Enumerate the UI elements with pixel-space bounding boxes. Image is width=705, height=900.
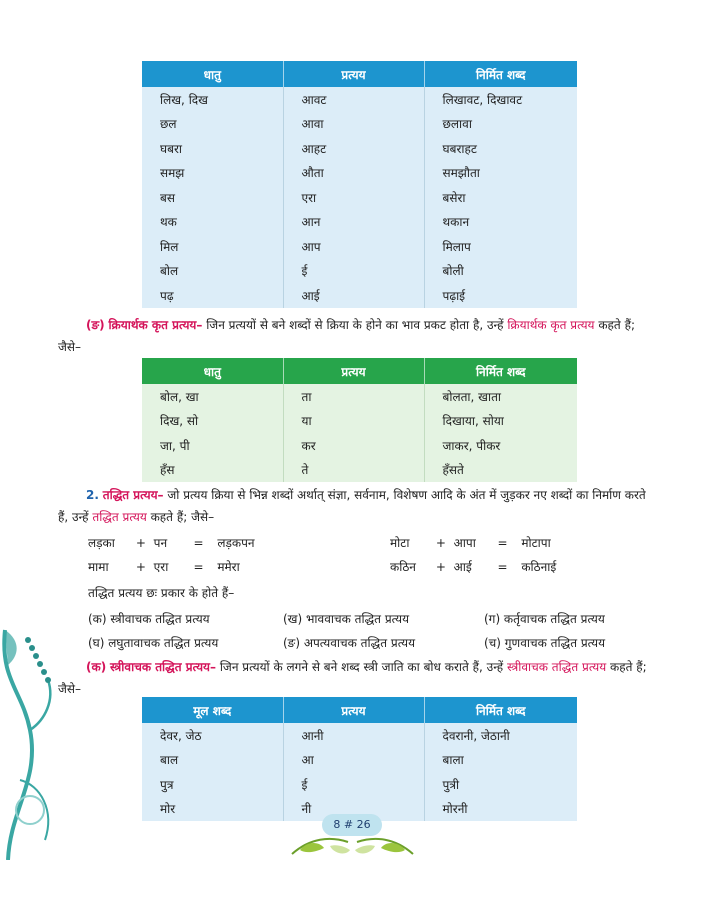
example-suffix: एरा bbox=[153, 560, 169, 574]
cell: बसेरा bbox=[424, 185, 577, 210]
cell: पढ़ाई bbox=[424, 283, 577, 308]
column-header: मूल शब्द bbox=[142, 697, 283, 723]
page-number-badge bbox=[322, 814, 382, 836]
cell: एरा bbox=[283, 185, 424, 210]
table-row bbox=[142, 161, 577, 186]
section-marker: (क) bbox=[86, 660, 107, 674]
section-text: जिन प्रत्ययों के लगने से बने शब्द स्त्री जाति का बोध कराते हैं, उन्हें bbox=[216, 660, 507, 674]
cell: हँसते bbox=[424, 458, 577, 483]
type-item: (क) स्त्रीवाचक तद्धित प्रत्यय bbox=[88, 612, 210, 626]
page-number: 8 # 26 bbox=[333, 818, 371, 831]
cell: मोरनी bbox=[424, 797, 577, 822]
cell: आवा bbox=[283, 112, 424, 137]
table-row bbox=[142, 259, 577, 284]
cell: मिल bbox=[142, 234, 283, 259]
types-intro: तद्धित प्रत्यय छः प्रकार के होते हैं– bbox=[88, 586, 235, 600]
section-suffix: कहते हैं; जैसे– bbox=[146, 510, 215, 524]
column-header: निर्मित शब्द bbox=[424, 697, 577, 723]
section-taddhit-paragraph bbox=[58, 484, 648, 528]
type-item: (ग) कर्तृवाचक तद्धित प्रत्यय bbox=[484, 612, 605, 626]
highlighted-term: क्रियार्थक कृत प्रत्यय bbox=[507, 318, 595, 332]
cell: बस bbox=[142, 185, 283, 210]
table-row bbox=[142, 283, 577, 308]
table-header-row bbox=[142, 697, 577, 723]
example-plus: + bbox=[135, 560, 146, 574]
table-row bbox=[142, 384, 577, 409]
column-header: प्रत्यय bbox=[283, 358, 424, 384]
type-item: (च) गुणवाचक तद्धित प्रत्यय bbox=[484, 636, 606, 650]
column-header: निर्मित शब्द bbox=[424, 61, 577, 87]
cell: दिख, सो bbox=[142, 409, 283, 434]
example-result: लड़कपन bbox=[217, 536, 255, 550]
highlighted-term: तद्धित प्रत्यय bbox=[92, 510, 147, 524]
table-kriyarthak bbox=[142, 358, 577, 482]
table-row bbox=[142, 458, 577, 483]
cell: लिख, दिख bbox=[142, 87, 283, 112]
cell: ते bbox=[283, 458, 424, 483]
example-word: लड़का bbox=[88, 536, 115, 550]
section-heading: क्रियार्थक कृत प्रत्यय– bbox=[108, 318, 203, 332]
cell: बाल bbox=[142, 748, 283, 773]
cell: घबराहट bbox=[424, 136, 577, 161]
example-equals: = bbox=[193, 536, 204, 550]
cell: जा, पी bbox=[142, 433, 283, 458]
cell: मोर bbox=[142, 797, 283, 822]
cell: आवट bbox=[283, 87, 424, 112]
example-suffix: पन bbox=[153, 536, 168, 550]
example-word: मोटा bbox=[390, 536, 410, 550]
table-strivachak bbox=[142, 697, 577, 821]
section-kriyarthak-paragraph bbox=[58, 314, 648, 358]
table-row bbox=[142, 87, 577, 112]
section-marker: (ङ) bbox=[86, 318, 105, 332]
cell: ता bbox=[283, 384, 424, 409]
column-header: धातु bbox=[142, 61, 283, 87]
cell: समझ bbox=[142, 161, 283, 186]
cell: जाकर, पीकर bbox=[424, 433, 577, 458]
type-item: (ख) भाववाचक तद्धित प्रत्यय bbox=[283, 612, 410, 626]
cell: आई bbox=[283, 283, 424, 308]
cell: आप bbox=[283, 234, 424, 259]
cell: पुत्री bbox=[424, 772, 577, 797]
example-equals: = bbox=[193, 560, 204, 574]
example-row bbox=[390, 558, 556, 575]
example-row bbox=[88, 534, 255, 551]
table-dhatu-kridant-1 bbox=[142, 61, 577, 308]
table-row bbox=[142, 772, 577, 797]
section-strivachak-paragraph bbox=[58, 656, 648, 700]
example-word: कठिन bbox=[390, 560, 416, 574]
example-result: मोटापा bbox=[521, 536, 551, 550]
column-header: प्रत्यय bbox=[283, 697, 424, 723]
cell: बोलता, खाता bbox=[424, 384, 577, 409]
column-header: धातु bbox=[142, 358, 283, 384]
cell: थक bbox=[142, 210, 283, 235]
highlighted-term: स्त्रीवाचक तद्धित प्रत्यय bbox=[506, 660, 607, 674]
cell: ई bbox=[283, 772, 424, 797]
cell: समझौता bbox=[424, 161, 577, 186]
cell: पुत्र bbox=[142, 772, 283, 797]
cell: पढ़ bbox=[142, 283, 283, 308]
table-row bbox=[142, 136, 577, 161]
example-plus: + bbox=[435, 536, 446, 550]
section-number: 2. bbox=[86, 488, 99, 502]
example-result: कठिनाई bbox=[521, 560, 557, 574]
example-row bbox=[390, 534, 551, 551]
example-suffix: आई bbox=[453, 560, 472, 574]
column-header: निर्मित शब्द bbox=[424, 358, 577, 384]
cell: हँस bbox=[142, 458, 283, 483]
type-item: (घ) लघुतावाचक तद्धित प्रत्यय bbox=[88, 636, 219, 650]
cell: देवर, जेठ bbox=[142, 723, 283, 748]
cell: थकान bbox=[424, 210, 577, 235]
example-equals: = bbox=[497, 560, 508, 574]
cell: बोल, खा bbox=[142, 384, 283, 409]
cell: आहट bbox=[283, 136, 424, 161]
table-header-row bbox=[142, 61, 577, 87]
cell: औता bbox=[283, 161, 424, 186]
example-word: मामा bbox=[88, 560, 109, 574]
cell: आन bbox=[283, 210, 424, 235]
table-row bbox=[142, 748, 577, 773]
section-suffix: कहते हैं; जैसे– bbox=[58, 660, 647, 696]
cell: घबरा bbox=[142, 136, 283, 161]
table-row bbox=[142, 185, 577, 210]
cell: छल bbox=[142, 112, 283, 137]
cell: मिलाप bbox=[424, 234, 577, 259]
example-plus: + bbox=[135, 536, 146, 550]
cell: कर bbox=[283, 433, 424, 458]
column-header: प्रत्यय bbox=[283, 61, 424, 87]
example-row bbox=[88, 558, 240, 575]
cell: बोली bbox=[424, 259, 577, 284]
section-suffix: कहते हैं; जैसे– bbox=[58, 318, 636, 354]
floral-swirl-decoration bbox=[0, 610, 70, 860]
table-row bbox=[142, 433, 577, 458]
cell: लिखावट, दिखावट bbox=[424, 87, 577, 112]
example-plus: + bbox=[435, 560, 446, 574]
cell: छलावा bbox=[424, 112, 577, 137]
table-row bbox=[142, 112, 577, 137]
table-header-row bbox=[142, 358, 577, 384]
section-heading: तद्धित प्रत्यय– bbox=[102, 488, 164, 502]
cell: नी bbox=[283, 797, 424, 822]
table-row bbox=[142, 723, 577, 748]
cell: दिखाया, सोया bbox=[424, 409, 577, 434]
example-result: ममेरा bbox=[217, 560, 240, 574]
cell: आनी bbox=[283, 723, 424, 748]
cell: बोल bbox=[142, 259, 283, 284]
section-heading: स्त्रीवाचक तद्धित प्रत्यय– bbox=[110, 660, 216, 674]
cell: ई bbox=[283, 259, 424, 284]
section-text: जो प्रत्यय क्रिया से भिन्न शब्दों अर्थात् संज्ञा, सर्वनाम, विशेषण आदि के अंत में जुड़कर नए शब्दों का निर्माण करते हैं, उन्हें bbox=[58, 488, 646, 524]
cell: देवरानी, जेठानी bbox=[424, 723, 577, 748]
example-suffix: आपा bbox=[453, 536, 476, 550]
cell: बाला bbox=[424, 748, 577, 773]
table-row bbox=[142, 234, 577, 259]
section-text: जिन प्रत्ययों से बने शब्दों से क्रिया के होने का भाव प्रकट होता है, उन्हें bbox=[202, 318, 508, 332]
cell: आ bbox=[283, 748, 424, 773]
cell: या bbox=[283, 409, 424, 434]
example-equals: = bbox=[497, 536, 508, 550]
table-row bbox=[142, 210, 577, 235]
table-row bbox=[142, 409, 577, 434]
type-item: (ङ) अपत्यवाचक तद्धित प्रत्यय bbox=[283, 636, 416, 650]
